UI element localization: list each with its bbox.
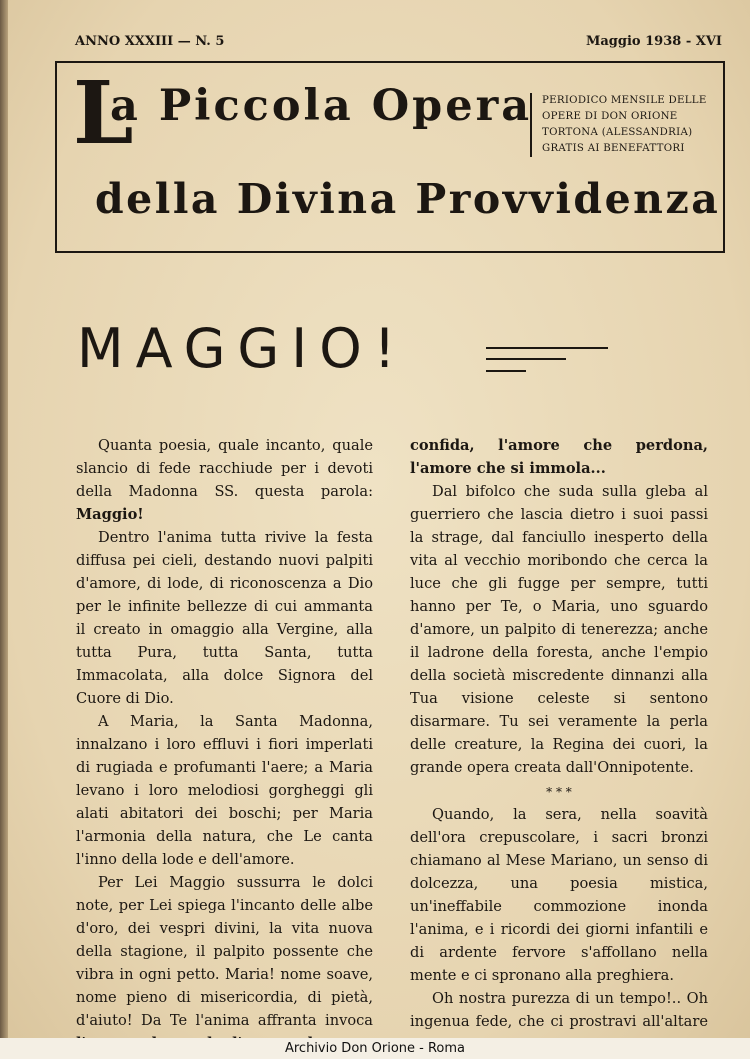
- binding-edge: [0, 0, 8, 1059]
- paragraph: Per Lei Maggio sussurra le dolci note, per Lei spiega l'incanto delle albe d'oro, dei vespri divini, la vita nuova della stagione, il palpito possente che vibra in ogni petto. Maria! nome soave, nome pieno di misericordia, di pietà, d'aiuto! Da Te l'anima affranta invoca: [76, 871, 373, 1055]
- masthead-initial: L: [73, 63, 134, 164]
- bold-text: Maggio!: [76, 506, 144, 523]
- heading-rule: [486, 370, 526, 372]
- issue-number: ANNO XXXIII — N. 5: [75, 34, 225, 49]
- article-heading: MAGGIO!: [77, 317, 408, 380]
- info-line: PERIODICO MENSILE DELLE: [542, 95, 707, 106]
- info-line: TORTONA (ALESSANDRIA): [542, 127, 693, 138]
- info-line: GRATIS AI BENEFATTORI: [542, 143, 685, 154]
- paragraph: Quanta poesia, quale incanto, quale slancio di fede racchiude per i devoti della Madonna SS. questa parola: Maggio!: [76, 437, 373, 523]
- info-line: OPERE DI DON ORIONE: [542, 111, 678, 122]
- article-column-left: [76, 434, 373, 1055]
- masthead: [55, 61, 725, 253]
- asterism: * * *: [546, 785, 572, 799]
- paragraph: Quando, la sera, nella soavità dell'ora crepuscolare, i sacri bronzi chiamano al Mese Mariano, un senso di dolcezza, una poesia mistica, un'ineffabile commozione inonda l'anima, e i ricordi dei giorni infantili e di ardente fervore s'affollano nella mente e ci spronano alla preghiera.: [410, 806, 708, 984]
- heading-rule: [486, 347, 608, 349]
- paragraph: Oh nostra purezza di un tempo!.. Oh ingenua fede, che ci prostravi all'altare: [410, 990, 708, 1030]
- issue-line: [75, 34, 722, 49]
- issue-date: Maggio 1938 - XVI: [585, 34, 722, 49]
- paragraph: Dentro l'anima tutta rivive la festa diffusa pei cieli, destando nuovi palpiti d'amore, di lode, di riconoscenza a Dio per le infinite bellezze di cui ammanta il creato in omaggio alla Vergine, alla tutta Pura, tutta Santa, tutta Immacolata, alla dolce Signora del Cuore di Dio.: [76, 529, 373, 707]
- masthead-title-line1: a Piccola Opera: [110, 81, 533, 131]
- paragraph: A Maria, la Santa Madonna, innalzano i loro effluvi i fiori imperlati di rugiada e profumanti l'aere; a Maria levano i loro melodiosi gorgheggi gli alati abitatori dei boschi; per Maria l'armonia della natura, che Le canta l'inno della lode e dell'amore.: [76, 713, 373, 868]
- masthead-title-line2: della Divina Provvidenza: [95, 175, 721, 223]
- archive-footer: Archivio Don Orione - Roma: [0, 1038, 750, 1059]
- article-column-right: [410, 434, 708, 1056]
- paragraph: confida, l'amore che perdona, l'amore che si immola...: [410, 437, 708, 477]
- masthead-info: [530, 93, 724, 157]
- paragraph: Dal bifolco che suda sulla gleba al guerriero che lascia dietro i suoi passi la strage, dal fanciullo inesperto della vita al vecchio moribondo che cerca la luce che gli fugge per sempre, tutti hanno per Te, o Maria, uno sguardo d'amore, un palpito di tenerezza; anche il ladrone della foresta, anche l'empio della società miscredente dinnanzi alla Tua visione celeste si sentono disarmare. Tu sei veramente la perla delle creature, la Regina dei cuori, la grande opera creata dall'Onnipotente.: [410, 483, 708, 776]
- heading-rule: [486, 358, 566, 360]
